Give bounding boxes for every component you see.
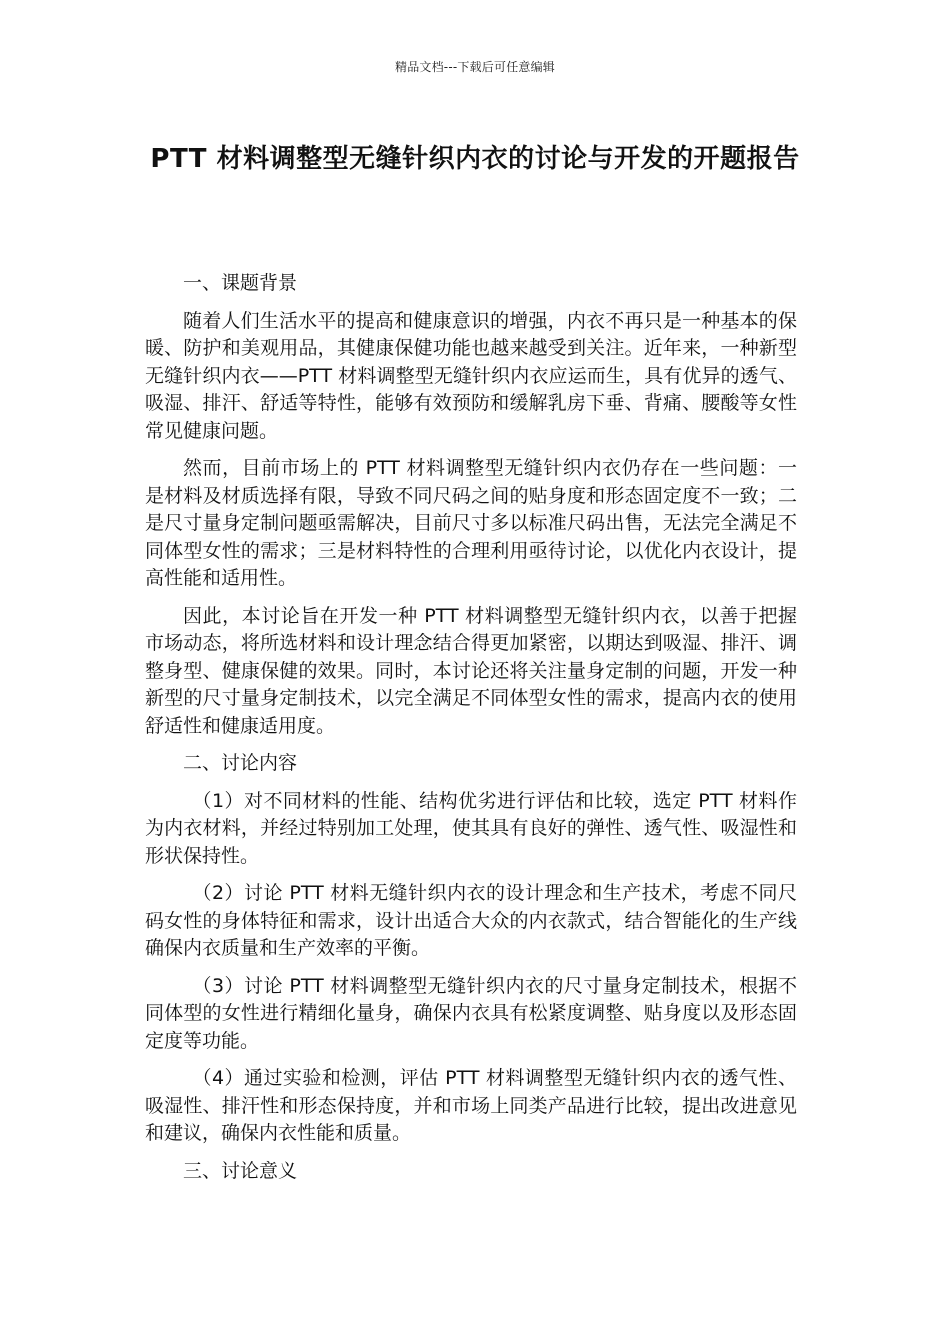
content-item: （2）讨论 PTT 材料无缝针织内衣的设计理念和生产技术，考虑不同尺码女性的身体特征和需求，设计出适合大众的内衣款式，结合智能化的生产线确保内衣质量和生产效率的平衡。 (145, 882, 797, 959)
content-item: （3）讨论 PTT 材料调整型无缝针织内衣的尺寸量身定制技术，根据不同体型的女性进行精细化量身，确保内衣具有松紧度调整、贴身度以及形态固定度等功能。 (145, 974, 797, 1052)
paragraph: 因此，本讨论旨在开发一种 PTT 材料调整型无缝针织内衣，以善于把握市场动态，将所选材料和设计理念结合得更加紧密，以期达到吸湿、排汗、调整身型、健康保健的效果。同时，本讨论还将关注量身定制的问题，开发一种新型的尺寸量身定制技术，以完全满足不同体型女性的需求，提高内衣的使用舒适性和健康适用度。 (145, 604, 797, 737)
header-note: 精品文档---下载后可任意编辑 (395, 60, 555, 74)
section-heading-background: 一、课题背景 (183, 272, 298, 294)
paragraph: 随着人们生活水平的提高和健康意识的增强，内衣不再只是一种基本的保暖、防护和美观用品，其健康保健功能也越来越受到关注。近年来，一种新型无缝针织内衣——PTT 材料调整型无缝针织内衣应运而生，具有优异的透气、吸湿、排汗、舒适等特性，能够有效预防和缓解乳房下垂、背痛、腰酸等女性常见健康问题。 (145, 309, 797, 442)
section-heading-content: 二、讨论内容 (183, 752, 298, 774)
document-title: PTT 材料调整型无缝针织内衣的讨论与开发的开题报告 (150, 144, 800, 174)
content-item: （4）通过实验和检测，评估 PTT 材料调整型无缝针织内衣的透气性、吸湿性、排汗性和形态保持度，并和市场上同类产品进行比较，提出改进意见和建议，确保内衣性能和质量。 (145, 1067, 797, 1144)
section-heading-significance: 三、讨论意义 (183, 1159, 298, 1182)
paragraph: 然而，目前市场上的 PTT 材料调整型无缝针织内衣仍存在一些问题：一是材料及材质选择有限，导致不同尺码之间的贴身度和形态固定度不一致；二是尺寸量身定制问题亟需解决，目前尺寸多以标准尺码出售，无法完全满足不同体型女性的需求；三是材料特性的合理利用亟待讨论，以优化内衣设计，提高性能和适用性。 (145, 457, 797, 589)
content-item: （1）对不同材料的性能、结构优劣进行评估和比较，选定 PTT 材料作为内衣材料，并经过特别加工处理，使其具有良好的弹性、透气性、吸湿性和形状保持性。 (145, 789, 797, 867)
document-body (145, 270, 797, 1195)
